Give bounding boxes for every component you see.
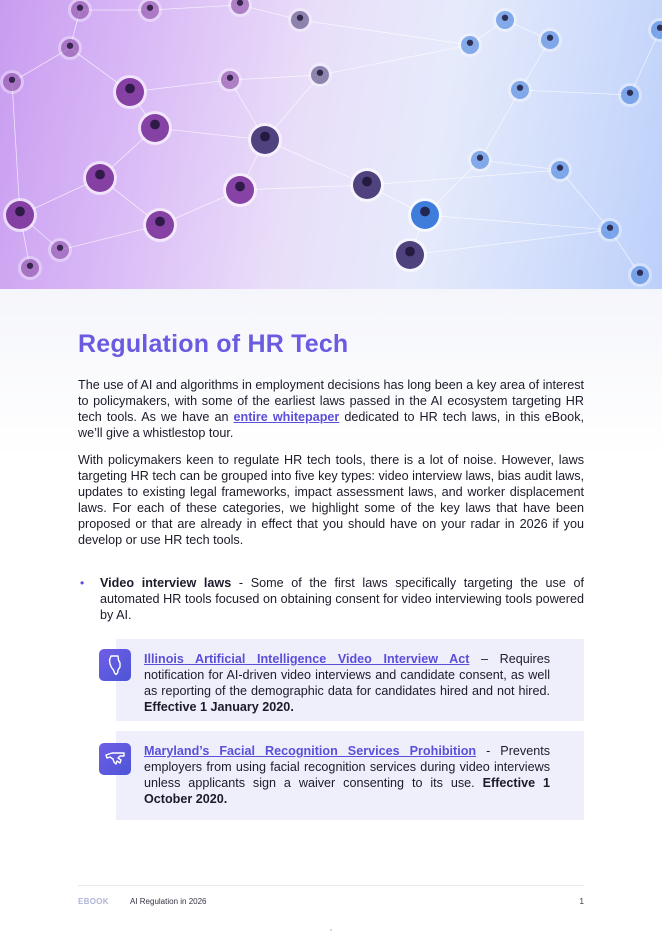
page-marker-dot: [330, 929, 332, 931]
footer-divider: [78, 885, 584, 886]
bullet-video-interview-laws: [78, 575, 584, 623]
whitepaper-link[interactable]: entire whitepaper: [233, 410, 340, 424]
illinois-outline: [105, 654, 125, 676]
intro-text-after: dedicated to HR tech laws, in this eBook, we’ll give a whistlestop tour.: [78, 410, 584, 440]
intro-paragraph-1: [78, 377, 584, 441]
law-effective-date: Effective 1 January 2020.: [144, 700, 294, 714]
bullet-text: [100, 575, 584, 623]
illinois-law-link[interactable]: Illinois Artificial Intelligence Video Interview Act: [144, 652, 470, 666]
bullet-heading: Video interview laws: [100, 576, 232, 590]
maryland-outline: [104, 750, 126, 768]
law-card-maryland: [116, 731, 584, 820]
law-effective-date: Effective 1 October 2020.: [144, 776, 551, 806]
hero-network-image: [0, 0, 662, 289]
bullet-description: - Some of the first laws specifically targeting the use of automated HR tools focused on obtaining consent for video interviewing tools powered by AI.: [100, 576, 584, 622]
law-card-text: [144, 743, 550, 807]
network-people-icon: [0, 0, 662, 289]
page-title: Regulation of HR Tech: [78, 330, 349, 358]
footer-title: AI Regulation in 2026: [130, 897, 207, 906]
footer-tag: EBOOK: [78, 897, 109, 906]
bullet-marker: •: [80, 576, 85, 590]
maryland-state-icon: [99, 743, 131, 775]
maryland-law-link[interactable]: Maryland’s Facial Recognition Services Prohibition: [144, 744, 477, 758]
law-card-illinois: [116, 639, 584, 721]
intro-paragraph-2: With policymakers keen to regulate HR tech tools, there is a lot of noise. However, laws targeting HR tech can be grouped into five key types: video interview laws, bias audit laws, updates to existing legal frameworks, impact assessment laws, and worker displacement laws. For each of these categories, we highlight some of the key laws that have been proposed or that are already in effect that you should have on your radar in 2026 if you develop or use HR tech tools.: [78, 453, 584, 547]
law-description: - Prevents employers from using facial recognition services during video interviews unless applicants sign a waiver consenting to its use.: [144, 744, 550, 790]
page-number: 1: [579, 897, 584, 906]
law-description: – Requires notification for AI-driven video interviews and candidate consent, as well as reporting of the demographic data for candidates hired and not hired.: [144, 652, 551, 698]
intro-text-before: The use of AI and algorithms in employment decisions has long been a key area of interest to policymakers, with some of the earliest laws passed in the AI ecosystem targeting HR tech tools. As we have an: [78, 378, 584, 424]
illinois-state-icon: [99, 649, 131, 681]
law-card-text: [144, 651, 550, 715]
